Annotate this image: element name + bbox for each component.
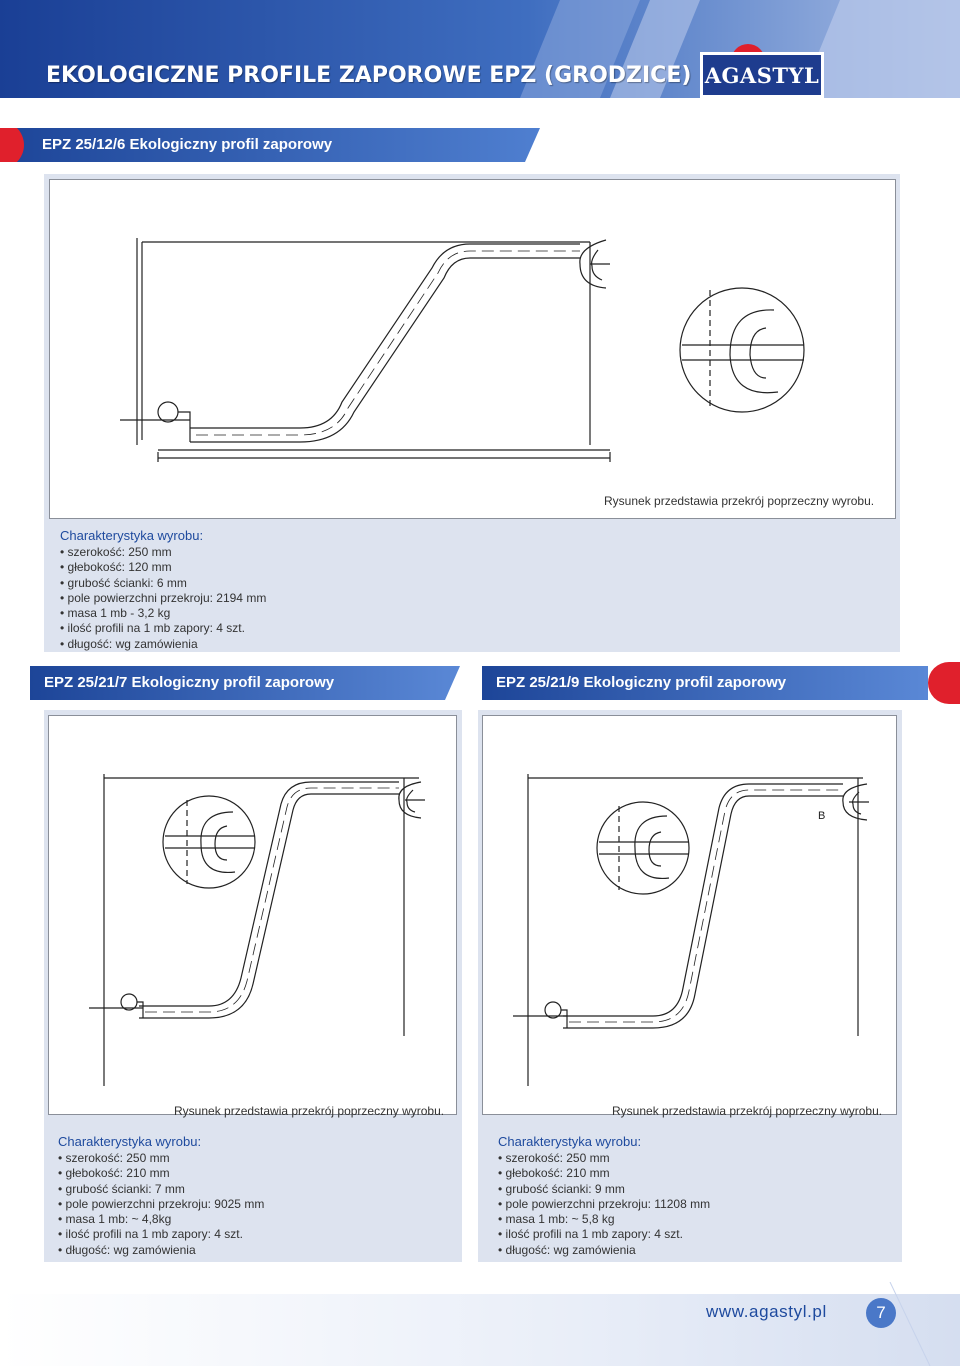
product-2-title: EPZ 25/21/7 Ekologiczny profil zaporowy bbox=[44, 674, 335, 691]
red-tab-marker bbox=[928, 662, 960, 704]
cross-section-drawing bbox=[483, 716, 898, 1116]
product-3-title-bar bbox=[482, 666, 928, 700]
product-3-title: EPZ 25/21/9 Ekologiczny profil zaporowy bbox=[496, 674, 787, 691]
page-title: EKOLOGICZNE PROFILE ZAPOROWE EPZ (GRODZICE) bbox=[46, 63, 692, 88]
logo-text: AGASTYL bbox=[704, 63, 820, 88]
specs-title: Charakterystyka wyrobu: bbox=[498, 1134, 642, 1149]
product-1-title-bar bbox=[0, 128, 540, 162]
spec-item: • masa 1 mb: ~ 5,8 kg bbox=[498, 1212, 710, 1227]
spec-item: • szerokość: 250 mm bbox=[60, 545, 266, 560]
product-1-caption: Rysunek przedstawia przekrój poprzeczny wyrobu. bbox=[604, 494, 875, 508]
spec-item: • długość: wg zamówienia bbox=[60, 637, 266, 652]
spec-item: • głebokość: 210 mm bbox=[58, 1166, 264, 1181]
spec-item: • masa 1 mb: ~ 4,8kg bbox=[58, 1212, 264, 1227]
spec-item: • pole powierzchni przekroju: 9025 mm bbox=[58, 1197, 264, 1212]
spec-item: • szerokość: 250 mm bbox=[58, 1151, 264, 1166]
product-3-drawing bbox=[482, 715, 897, 1115]
website-link[interactable]: www.agastyl.pl bbox=[706, 1302, 827, 1321]
spec-item: • ilość profili na 1 mb zapory: 4 szt. bbox=[58, 1227, 264, 1242]
product-2-title-bar bbox=[30, 666, 460, 700]
spec-item: • pole powierzchni przekroju: 2194 mm bbox=[60, 591, 266, 606]
spec-item: • długość: wg zamówienia bbox=[498, 1243, 710, 1258]
footer-background bbox=[0, 1282, 960, 1366]
specs-title: Charakterystyka wyrobu: bbox=[58, 1134, 202, 1149]
spec-item: • szerokość: 250 mm bbox=[498, 1151, 710, 1166]
spec-item: • głebokość: 210 mm bbox=[498, 1166, 710, 1181]
product-3-panel bbox=[478, 710, 902, 1262]
product-2-panel bbox=[44, 710, 462, 1262]
spec-item: • pole powierzchni przekroju: 11208 mm bbox=[498, 1197, 710, 1212]
product-2-caption: Rysunek przedstawia przekrój poprzeczny wyrobu. bbox=[174, 1104, 445, 1118]
product-3-caption: Rysunek przedstawia przekrój poprzeczny wyrobu. bbox=[612, 1104, 883, 1118]
spec-item: • ilość profili na 1 mb zapory: 4 szt. bbox=[60, 621, 266, 636]
spec-item: • masa 1 mb - 3,2 kg bbox=[60, 606, 266, 621]
cross-section-drawing bbox=[50, 180, 897, 520]
spec-item: • długość: wg zamówienia bbox=[58, 1243, 264, 1258]
spec-item: • grubość ścianki: 7 mm bbox=[58, 1182, 264, 1197]
product-1-specs bbox=[60, 528, 266, 652]
drawing-label-b: B bbox=[818, 810, 826, 822]
product-3-specs bbox=[498, 1134, 710, 1258]
product-1-title: EPZ 25/12/6 Ekologiczny profil zaporowy bbox=[42, 136, 333, 153]
spec-item: • grubość ścianki: 6 mm bbox=[60, 576, 266, 591]
product-2-drawing bbox=[48, 715, 457, 1115]
cross-section-drawing bbox=[49, 716, 458, 1116]
page-number: 7 bbox=[866, 1298, 896, 1328]
product-1-drawing bbox=[49, 179, 896, 519]
spec-item: • grubość ścianki: 9 mm bbox=[498, 1182, 710, 1197]
product-1-panel bbox=[44, 174, 900, 652]
spec-item: • ilość profili na 1 mb zapory: 4 szt. bbox=[498, 1227, 710, 1242]
product-2-specs bbox=[58, 1134, 264, 1258]
spec-item: • głebokość: 120 mm bbox=[60, 560, 266, 575]
specs-title: Charakterystyka wyrobu: bbox=[60, 528, 204, 543]
agastyl-logo bbox=[700, 52, 824, 98]
